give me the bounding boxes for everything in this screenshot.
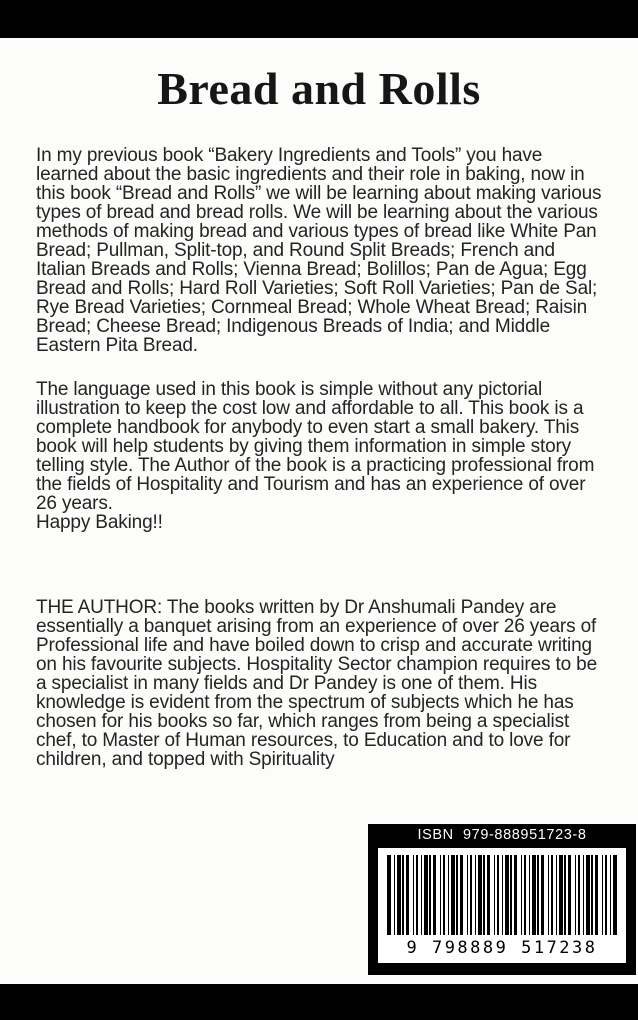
author-paragraph: THE AUTHOR: The books written by Dr Anshumali Pandey are essentially a banquet arising from an experience of over 26 years of Professional life and have boiled down to crisp and accurate writing on his favourite subjects. Hospitality Sector champion requires to be a specialist in many fields and Dr Pandey is one of them. His knowledge is evident from the spectrum of subjects which he has chosen for his books so far, which ranges from being a specialist chef, to Master of Human resources, to Education and to love for children, and topped with Spirituality: [36, 597, 597, 770]
about-book-text: The language used in this book is simple without any pictorial illustration to keep the cost low and affordable to all. This book is a complete handbook for anybody to even start a small bakery. This book will help students by giving them information in simple story telling style. The Author of the book is a practicing professional from the fields of Hospitality and Tourism and has an experience of over 26 years.: [36, 379, 595, 514]
barcode: [378, 848, 626, 963]
barcode-block: [368, 824, 636, 975]
top-border-bar: [0, 0, 638, 38]
about-book-paragraph: [36, 380, 602, 532]
intro-paragraph: In my previous book “Bakery Ingredients and Tools” you have learned about the basic ingredients and their role in baking, now in this book “Bread and Rolls” we will be learning about making various types of bread and bread rolls. We will be learning about the various methods of making bread and various types of bread like White Pan Bread; Pullman, Split-top, and Round Split Breads; French and Italian Breads and Rolls; Vienna Bread; Bolillos; Pan de Agua; Egg Bread and Rolls; Hard Roll Varieties; Soft Roll Varieties; Pan de Sal; Rye Bread Varieties; Cornmeal Bread; Whole Wheat Bread; Raisin Bread; Cheese Bread; Indigenous Breads of India; and Middle Eastern Pita Bread.: [36, 145, 602, 356]
book-title: Bread and Rolls: [157, 63, 481, 114]
bottom-border-bar: [0, 984, 638, 1020]
isbn-label: ISBN 979-888951723-8: [417, 827, 587, 843]
barcode-digits: 9 798889 517238: [406, 938, 598, 958]
barcode-bars-icon: [387, 855, 617, 935]
happy-baking-text: Happy Baking!!: [36, 512, 163, 533]
